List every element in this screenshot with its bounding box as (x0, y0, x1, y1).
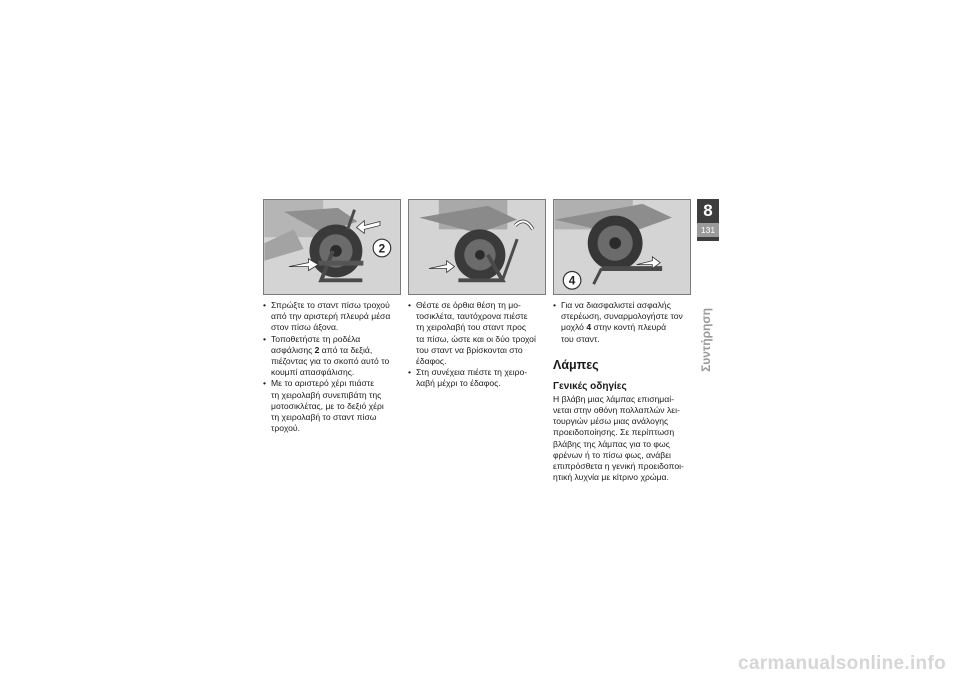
text-line: • Θέστε σε όρθια θέση τη μο- (416, 300, 521, 310)
text-line: τουργιών μέσω μιας ανάλογης (553, 416, 669, 427)
figure-stand-lever (553, 199, 691, 295)
text-line: τροχού. (271, 423, 300, 434)
text-line: τη χειρολαβή το σταντ πίσω (271, 412, 377, 423)
text-segment: ασφάλισης (271, 344, 315, 355)
section-heading: Λάμπες (553, 357, 599, 372)
text-line: τοσικλέτα, ταυτόχρονα πιέστε (416, 311, 528, 322)
stand-insert-illustration (264, 200, 400, 294)
text-segment: στην κοντή πλευρά (591, 322, 667, 333)
text-line: στον πίσω άξονα. (271, 322, 339, 333)
column-3 (553, 300, 695, 483)
instruction-list (553, 300, 695, 345)
instruction-list (263, 300, 405, 434)
text-line: κουμπί απασφάλισης. (271, 367, 355, 378)
text-line: • Σπρώξτε το σταντ πίσω τροχού (271, 300, 390, 310)
text-line: • Στη συνέχεια πιέστε τη χειρο- (416, 367, 528, 378)
subsection-heading: Γενικές οδηγίες (553, 380, 627, 392)
instruction-item (553, 300, 695, 345)
text-line: μοτοσικλέτας, με το δεξιό χέρι (271, 400, 384, 411)
text-line: από την αριστερή πλευρά μέσα (271, 311, 391, 322)
text-line: τη χειρολαβή συνεπιβάτη της (271, 389, 382, 400)
column-2 (408, 300, 550, 390)
instruction-item (263, 300, 405, 334)
stand-raise-illustration (409, 200, 545, 294)
text-line: προειδοποίησης. Σε περίπτωση (553, 427, 675, 438)
column-1 (263, 300, 405, 434)
page-number: 131 (697, 223, 719, 237)
text-line (271, 345, 405, 356)
reference-number: 2 (314, 344, 320, 355)
text-line: του σταντ να βρίσκονται στο (416, 344, 523, 355)
instruction-item (263, 334, 405, 379)
text-line: φρένων ή το πίσω φως, ανάβει (553, 449, 671, 460)
text-line: έδαφος. (416, 356, 447, 367)
chapter-number: 8 (703, 201, 713, 220)
text-line: • Με το αριστερό χέρι πιάστε (271, 378, 375, 389)
instruction-item (408, 300, 550, 367)
chapter-tab (697, 199, 719, 241)
text-line: τη χειρολαβή του σταντ προς (416, 322, 527, 333)
figure-callout: 2 (378, 242, 386, 256)
text-line: επιπρόσθετα η γενική προειδοποι- (553, 461, 684, 472)
text-line (561, 322, 695, 333)
text-line: • Τοποθετήστε τη ροδέλα (271, 333, 361, 344)
instruction-list (408, 300, 550, 390)
reference-number: 4 (586, 322, 592, 333)
figure-stand-insert (263, 199, 401, 295)
text-line: Η βλάβη μιας λάμπας επισημαί- (553, 393, 674, 404)
text-line: λαβή μέχρι το έδαφος. (416, 378, 501, 389)
text-line: του σταντ. (561, 333, 600, 344)
section-label: Συντήρηση (699, 308, 713, 372)
text-line: στερέωση, συναρμολογήστε τον (561, 311, 683, 322)
text-line: βλάβης της λάμπας για το φως (553, 438, 670, 449)
figure-callout: 4 (568, 274, 576, 288)
instruction-item (263, 378, 405, 434)
text-line: νεται στην οθόνη πολλαπλών λει- (553, 405, 680, 416)
instruction-item (408, 367, 550, 389)
text-segment: μοχλό (561, 322, 587, 333)
text-line: πιέζοντας για το σκοπό αυτό το (271, 356, 390, 367)
text-line: ητική λυχνία με κίτρινο χρώμα. (553, 472, 669, 483)
text-line: τα πίσω, ώστε και οι δύο τροχοί (416, 333, 536, 344)
paragraph (553, 394, 695, 484)
watermark: carmanualsonline.info (738, 653, 946, 674)
text-line: • Για να διασφαλιστεί ασφαλής (561, 300, 671, 310)
stand-lever-illustration (554, 200, 690, 294)
figure-stand-raise (408, 199, 546, 295)
text-segment: από τα δεξιά, (319, 344, 373, 355)
